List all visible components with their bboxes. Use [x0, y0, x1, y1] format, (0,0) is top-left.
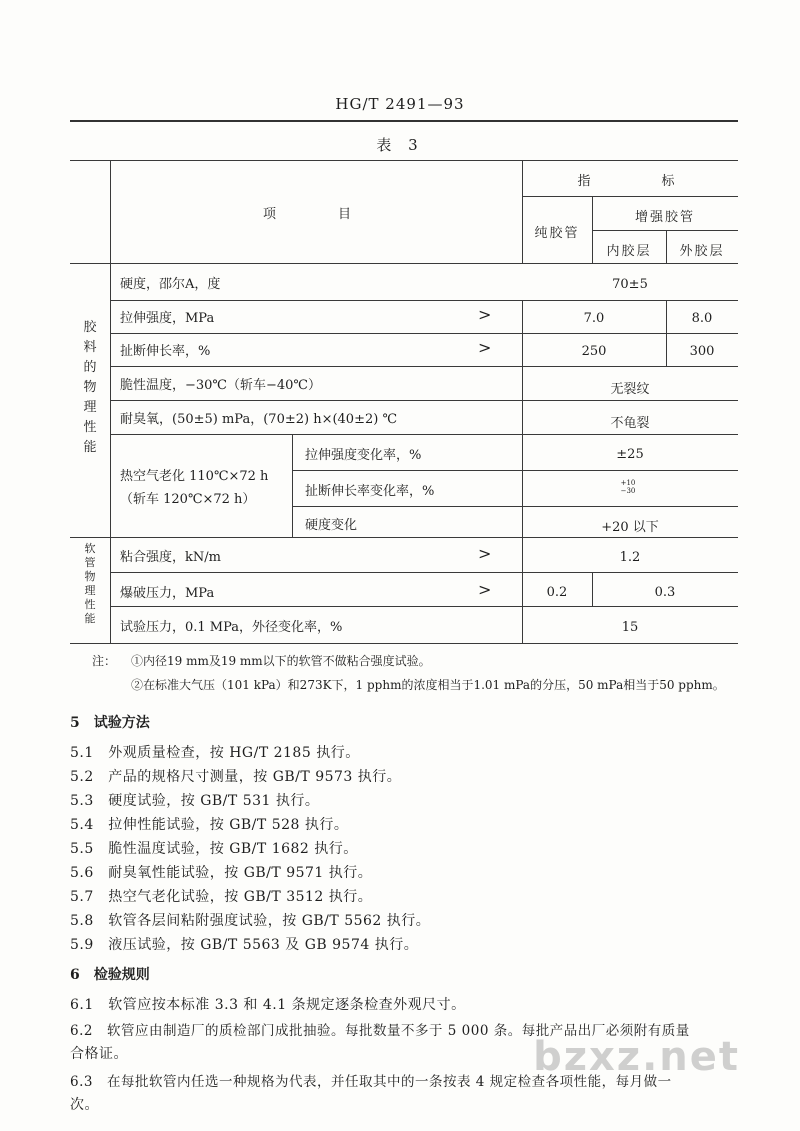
section-6-para-2-cont: 合格证。	[70, 1046, 128, 1062]
ge-sign: >	[478, 544, 492, 563]
section-5-item: 5.2 产品的规格尺寸测量，按 GB/T 9573 执行。	[70, 769, 402, 785]
pure-tube-header: 纯胶管	[534, 226, 580, 241]
note-1: ①内径19 mm及19 mm以下的软管不做粘合强度试验。	[131, 654, 431, 668]
aging-elongation-change-label: 扯断伸长率变化率，%	[305, 484, 435, 499]
group-compound-properties	[80, 318, 100, 458]
row-rule	[110, 400, 738, 401]
table-top-border	[70, 160, 738, 161]
reinforced-header-rule	[592, 230, 738, 231]
section-6-para-1: 6.1 软管应按本标准 3.3 和 4.1 条规定逐条检查外观尺寸。	[70, 997, 466, 1013]
brittle-value: 无裂纹	[610, 382, 650, 397]
table-bottom-border	[70, 643, 738, 644]
row-rule	[110, 300, 738, 301]
group-column-rule	[110, 160, 111, 643]
row-rule	[110, 606, 738, 607]
brittle-label: 脆性温度，−30℃（斩车−40℃）	[120, 378, 321, 393]
row-rule	[110, 572, 738, 573]
row-rule	[110, 333, 738, 334]
table-caption: 表 3	[376, 136, 424, 154]
aging-tensile-change-value: ±25	[616, 447, 644, 462]
section-6-para-3: 6.3 在每批软管内任选一种规格为代表，并任取其中的一条按表 4 规定检查各项性能，每月做一	[70, 1074, 672, 1090]
section-6-para-2: 6.2 软管应由制造厂的质检部门成批抽验。每批数量不多于 5 000 条。每批产品出厂必须附有质量	[70, 1023, 690, 1039]
section-6-para-3-cont: 次。	[70, 1097, 99, 1113]
hardness-value: 70±5	[612, 277, 648, 292]
note-2: ②在标准大气压（101 kPa）和273K下，1 pphm的浓度相当于1.01 mPa的分压，50 mPa相当于50 pphm。	[131, 678, 725, 692]
proof-label: 试验压力，0.1 MPa，外径变化率，%	[120, 620, 343, 635]
index-header: 指 标	[577, 174, 683, 189]
ozone-label: 耐臭氧，(50±5) mPa，(70±2) h×(40±2) ℃	[120, 412, 397, 427]
section-5-item: 5.7 热空气老化试验，按 GB/T 3512 执行。	[70, 889, 373, 905]
burst-label: 爆破压力，MPa	[120, 586, 215, 601]
group-label-char: 的	[83, 360, 97, 375]
burst-value-1: 0.2	[546, 585, 568, 600]
index-header-rule	[522, 196, 738, 197]
adhesion-value: 1.2	[619, 550, 641, 565]
header-bottom-rule	[70, 263, 738, 264]
burst-value-2: 0.3	[654, 585, 676, 600]
section-5-title: 5 试验方法	[70, 715, 150, 731]
elongation-value-1: 250	[581, 344, 607, 359]
aging-label-1: 热空气老化 110℃×72 h	[120, 469, 269, 484]
tensile-label: 拉伸强度，MPa	[120, 311, 215, 326]
group-label-char: 软	[84, 542, 96, 555]
group-label-char: 性	[84, 598, 96, 611]
item-value-separator	[522, 366, 523, 643]
item-header: 项 目	[263, 207, 354, 222]
group-label-char: 物	[84, 570, 96, 583]
elongation-label: 扯断伸长率，%	[120, 344, 211, 359]
aging-elongation-change-lower: −30	[620, 487, 636, 495]
group-label-char: 理	[84, 584, 96, 597]
ge-sign: >	[478, 338, 492, 357]
group-label-char: 物	[83, 380, 97, 395]
aging-hardness-change-label: 硬度变化	[305, 518, 358, 533]
ozone-value: 不龟裂	[610, 416, 650, 431]
section-6-title: 6 检验规则	[70, 967, 150, 983]
group-label-char: 能	[83, 440, 97, 455]
group-label-char: 管	[84, 556, 96, 569]
aging-label-2: （斩车 120℃×72 h）	[120, 492, 256, 507]
header-rule	[70, 120, 738, 122]
watermark: bzxz.net	[533, 1034, 740, 1080]
group-label-char: 料	[83, 340, 97, 355]
section-5-item: 5.6 耐臭氧性能试验，按 GB/T 9571 执行。	[70, 865, 373, 881]
proof-value: 15	[621, 620, 639, 635]
standard-number: HG/T 2491—93	[335, 95, 465, 113]
reinforced-tube-header: 增强胶管	[634, 210, 695, 225]
adhesion-label: 粘合强度，kN/m	[120, 550, 221, 565]
section-5-item: 5.8 软管各层间粘附强度试验，按 GB/T 5562 执行。	[70, 913, 431, 929]
row-rule	[292, 470, 738, 471]
inner-layer-header: 内胶层	[606, 244, 652, 259]
row-rule	[110, 366, 738, 367]
section-5-item: 5.3 硬度试验，按 GB/T 531 执行。	[70, 793, 320, 809]
aging-sub-separator	[292, 434, 293, 537]
hardness-label: 硬度，邵尔A，度	[120, 277, 221, 292]
ge-sign: >	[478, 305, 492, 324]
aging-hardness-change-value: +20 以下	[601, 520, 659, 535]
elongation-value-2: 300	[689, 344, 715, 359]
aging-elongation-change-upper: +10	[620, 479, 636, 487]
group-label-char: 能	[84, 612, 96, 625]
tensile-value-2: 8.0	[691, 311, 713, 326]
aging-tensile-change-label: 拉伸强度变化率，%	[305, 448, 422, 463]
ge-sign: >	[478, 580, 492, 599]
tensile-value-1: 7.0	[583, 311, 605, 326]
section-5-item: 5.5 脆性温度试验，按 GB/T 1682 执行。	[70, 841, 358, 857]
notes-label: 注：	[92, 654, 117, 668]
group-label-char: 理	[83, 400, 97, 415]
section-5-item: 5.1 外观质量检查，按 HG/T 2185 执行。	[70, 745, 360, 761]
row-rule	[292, 506, 738, 507]
group-label-char: 性	[83, 420, 97, 435]
group-rule	[70, 537, 738, 538]
section-5-item: 5.4 拉伸性能试验，按 GB/T 528 执行。	[70, 817, 349, 833]
group-label-char: 胶	[83, 320, 97, 335]
outer-layer-header: 外胶层	[679, 244, 725, 259]
section-5-item: 5.9 液压试验，按 GB/T 5563 及 GB 9574 执行。	[70, 937, 419, 953]
group-hose-properties	[80, 542, 100, 626]
row-rule	[110, 434, 738, 435]
